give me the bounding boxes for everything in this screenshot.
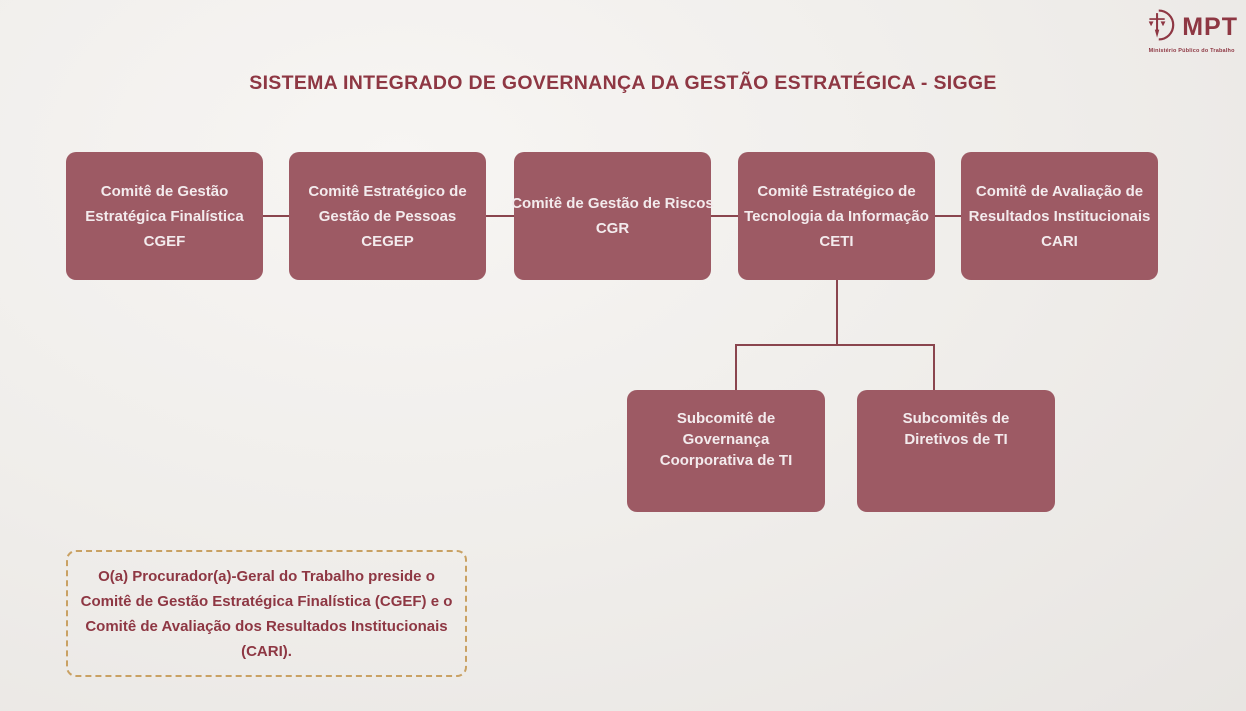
connector-to-subcomites-diretivos [933,344,935,390]
mpt-sword-scales-icon [1145,8,1181,47]
committee-acronym: CGEF [143,232,186,250]
subcommittee-label-line: Coorporativa de TI [659,452,793,469]
committee-acronym: CETI [819,232,854,250]
connector-ceti-cari [935,215,961,217]
connector-cgef-cegep [263,215,289,217]
committee-acronym: CEGEP [361,232,414,250]
committee-label-line: Estratégica Finalística [85,207,244,225]
connector-subcommittees-bar [735,344,935,346]
mpt-logo-acronym: MPT [1182,13,1238,41]
committee-box-cgef [66,152,263,280]
committee-box-cegep [289,152,486,280]
subcommittee-box-governanca-ti [627,390,825,512]
note-box [66,550,467,677]
page-title: SISTEMA INTEGRADO DE GOVERNANÇA DA GESTÃO ESTRATÉGICA - SIGGE [249,72,997,94]
subcommittee-label-line: Subcomitês de [902,410,1010,427]
committee-box-cari [961,152,1158,280]
committee-label-line: Tecnologia da Informação [744,207,929,225]
note-line: Comitê de Gestão Estratégica Finalística (CGEF) e o [80,592,453,610]
subcommittee-label-line: Subcomitê de [676,410,776,427]
mpt-logo [1145,8,1238,54]
subcommittee-label-line: Governança [682,431,770,448]
connector-cgr-ceti [711,215,738,217]
committee-label-line: Gestão de Pessoas [318,207,457,225]
committee-label-line: Comitê Estratégico de [308,182,467,200]
connector-to-subcomite-governanca [735,344,737,390]
committee-label-line: Resultados Institucionais [968,207,1151,225]
subcommittee-box-diretivos-ti [857,390,1055,512]
committee-label-line: Comitê Estratégico de [757,182,916,200]
committee-acronym: CGR [595,220,630,237]
committee-label-line: Comitê de Avaliação de [975,182,1144,200]
committee-label-line: Comitê de Gestão de Riscos [511,195,714,212]
committee-box-ceti [738,152,935,280]
connector-ceti-down [836,280,838,345]
committee-box-cgr [511,152,714,280]
note-line: O(a) Procurador(a)-Geral do Trabalho preside o [98,567,435,585]
committee-acronym: CARI [1041,232,1078,250]
note-line: Comitê de Avaliação dos Resultados Institucionais [85,617,448,635]
subcommittee-label-line: Diretivos de TI [904,431,1008,448]
connector-cegep-cgr [486,215,514,217]
mpt-logo-subtitle: Ministério Público do Trabalho [1148,48,1235,54]
committee-label-line: Comitê de Gestão [100,182,229,200]
note-line: (CARI). [241,642,292,660]
